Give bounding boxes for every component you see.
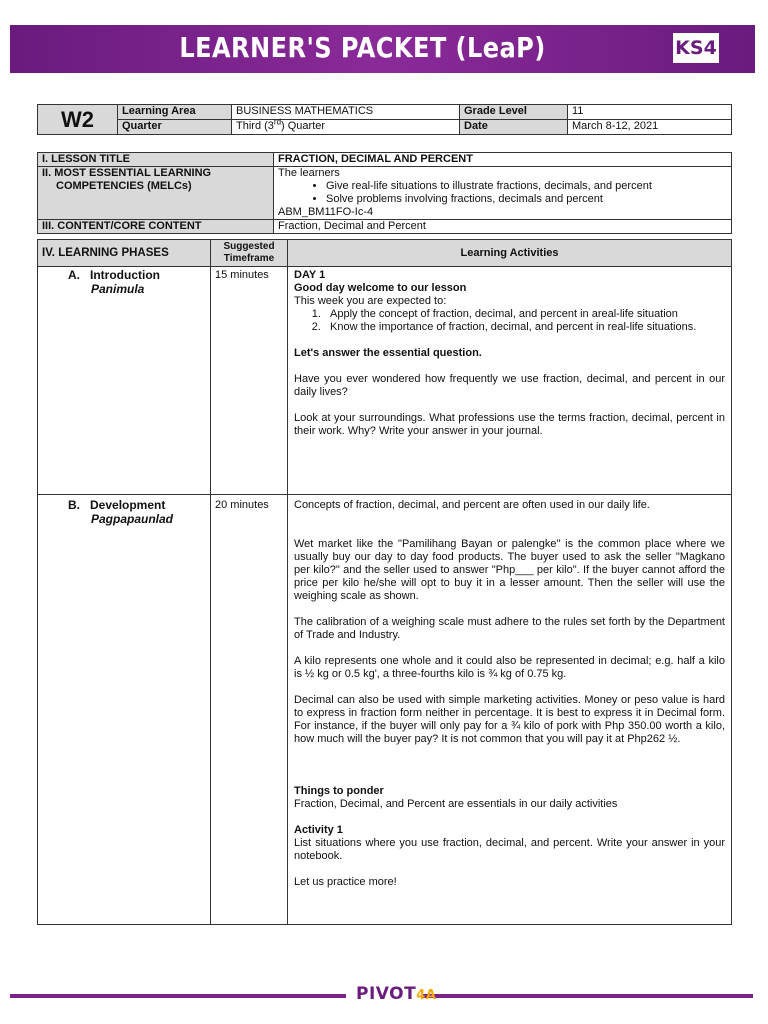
intro-activities: DAY 1 Good day welcome to our lesson This week you are expected to: 1. Apply the concept of fraction, decimal, and percent in areal-life situation 2. Know the importance of fraction, decimal, and percent in real-life situations. Let's answer the essential question. Have you ever wondered how frequently we use fraction, decimal, and percent in our daily lives? Look at your surroundings. What professions use the terms fraction, decimal, percent in their work. Why? Write your answer in your journal. [288,267,732,495]
melc-code: ABM_BM11FO-Ic-4 [278,206,374,218]
week-label: W2 [38,105,118,135]
dev-activities: Concepts of fraction, decimal, and percent are often used in our daily life. Wet market like the "Pamilihang Bayan or palengke" is the common place where we usually buy our day to day food products. The buyer used to ask the seller "Magkano per kilo?" and the seller used to answer "Php___ per kilo". If the buyer cannot afford the price per kilo he/she will opt to buy it in a lesser amount. Then the seller will use the weighing scale as shown. The calibration of a weighing scale must adhere to the rules set forth by the Department of Trade and Industry. A kilo represents one whole and it could also be represented in decimal; e.g. half a kilo is ½ kg or 0.5 kg', a three-fourths kilo is ¾ kg of 0.75 kg. Decimal can also be used with simple marketing activities. Money or peso value is hard to express in fraction form neither in percentage. It is best to express it in Decimal form. For instance, if the buyer will only pay for a ¾ kilo of pork with Php 350.00 worth a kilo, how much will the buyer pay? It is not common that you will pay it at Php262 ½. Things to ponder Fraction, Decimal, and Percent are essentials in our daily activities Activity 1 List situations where you use fraction, decimal, and percent. Write your answer in your notebook. Let us practice more! [288,495,732,925]
banner-title: LEARNER'S PACKET (LeaP) [179,31,546,64]
activities-col-header: Learning Activities [288,240,732,267]
date-label: Date [460,120,568,135]
melc-label: II. MOST ESSENTIAL LEARNING COMPETENCIES (MELCs) [38,167,274,220]
footer-line-right [422,994,753,998]
pivot-logo: PIVOT4A [356,984,437,1004]
grade-level-value: 11 [568,105,732,120]
banner-badge: KS4 [673,33,719,63]
footer-line-left [10,994,346,998]
header-table [37,104,732,135]
lesson-title-label: I. LESSON TITLE [38,153,274,167]
timeframe-col-header: Suggested Timeframe [211,240,288,267]
pivot-4a-mark: 4A [416,988,437,1003]
grade-level-label: Grade Level [460,105,568,120]
phase-development: B. Development Pagpapaunlad [38,495,211,925]
objective-item: 1. Apply the concept of fraction, decimal, and percent in areal-life situation [324,308,725,321]
lesson-info-table [37,152,732,234]
lesson-title-value: FRACTION, DECIMAL AND PERCENT [274,153,732,167]
date-value: March 8-12, 2021 [568,120,732,135]
intro-timeframe: 15 minutes [211,267,288,495]
objective-item: 2. Know the importance of fraction, decimal, and percent in real-life situations. [324,321,725,334]
dev-timeframe: 20 minutes [211,495,288,925]
quarter-label: Quarter [118,120,232,135]
melc-value: The learners • Give real-life situations to illustrate fractions, decimals, and percent • Solve problems involving fractions, decimals and percent ABM_BM11FO-Ic-4 [274,167,732,220]
quarter-value: Third (3rd) Quarter [232,120,460,135]
content-label: III. CONTENT/CORE CONTENT [38,220,274,234]
melc-item: • Solve problems involving fractions, decimals and percent [326,193,727,206]
learners-packet-banner [10,25,755,73]
learning-area-value: BUSINESS MATHEMATICS [232,105,460,120]
melc-item: • Give real-life situations to illustrate fractions, decimals, and percent [326,180,727,193]
phase-introduction: A. Introduction Panimula [38,267,211,495]
learning-phases-table [37,239,732,925]
learning-area-label: Learning Area [118,105,232,120]
phases-col-header: IV. LEARNING PHASES [38,240,211,267]
content-value: Fraction, Decimal and Percent [274,220,732,234]
